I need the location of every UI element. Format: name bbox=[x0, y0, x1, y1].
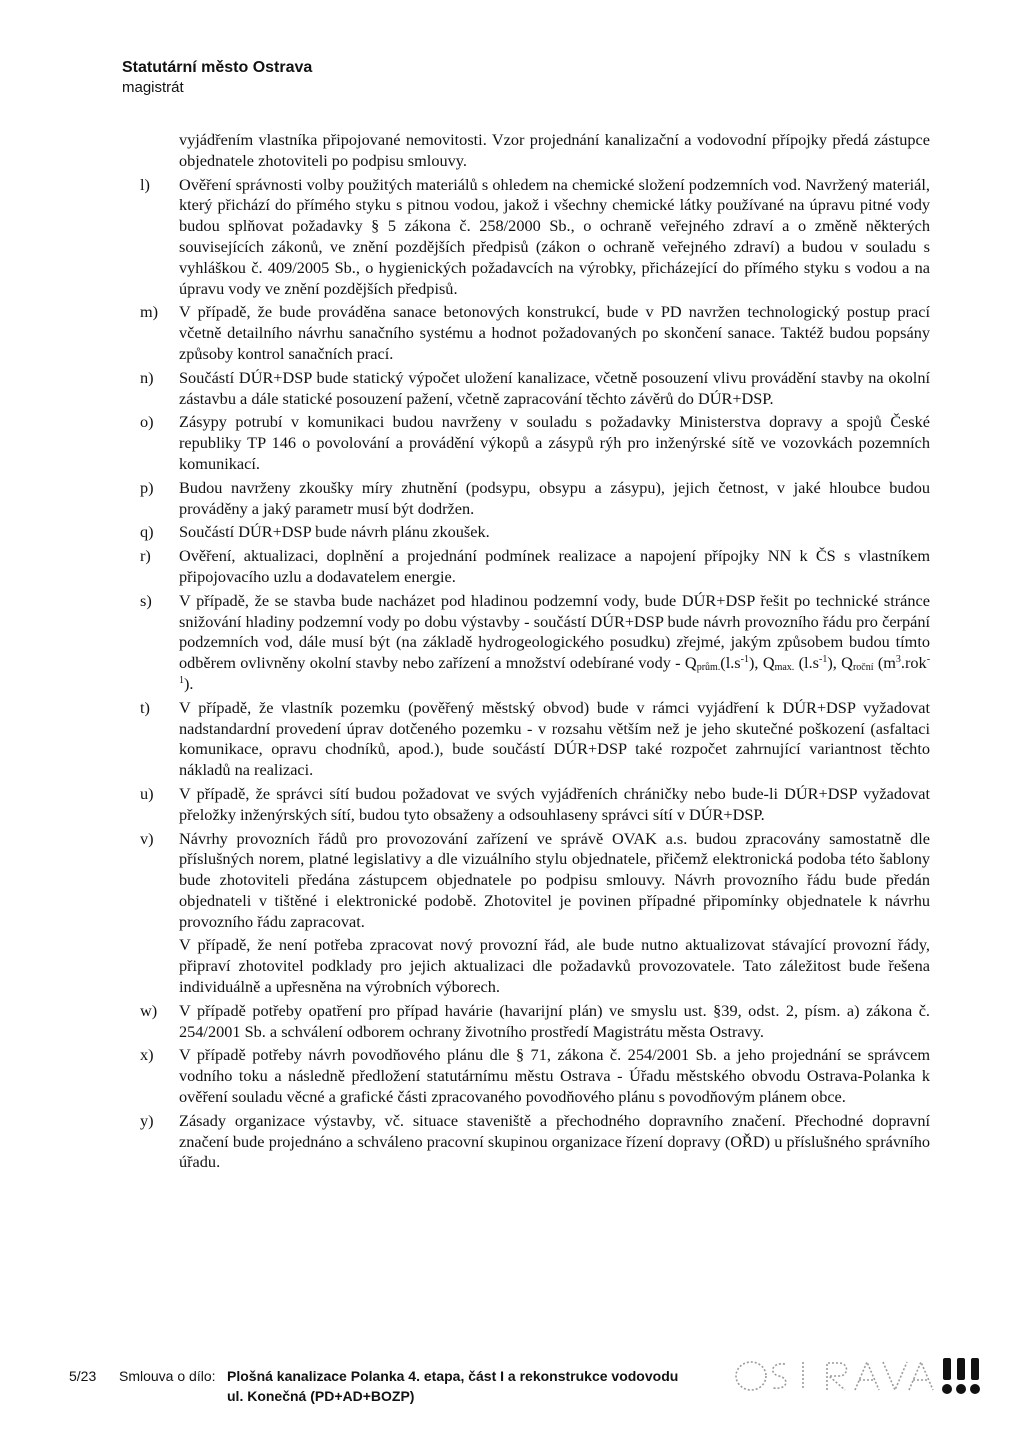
document-body bbox=[140, 130, 930, 1176]
item-text-continued: V případě, že není potřeba zpracovat nový provozní řád, ale bude nutno aktualizovat stávající provozní řády, připraví zhotovitel podklady pro jejich aktualizaci dle požadavků provozovatele. Tato záležitost bude řešena individuálně a upřesněna na výrobních výborech. bbox=[179, 935, 930, 997]
list-item-y bbox=[140, 1111, 930, 1173]
list-item-l bbox=[140, 175, 930, 300]
list-item-u bbox=[140, 784, 930, 826]
ostrava-logo bbox=[731, 1354, 989, 1398]
item-label: p) bbox=[140, 477, 154, 497]
item-label: l) bbox=[140, 174, 150, 194]
list-item-s bbox=[140, 591, 930, 695]
item-text: Zásady organizace výstavby, vč. situace staveniště a přechodného dopravního značení. Přechodné dopravní značení bude projednáno a schváleno pracovní skupinou organizace řízení dopravy (OŘD) u příslušného správního úřadu. bbox=[179, 1110, 930, 1172]
item-text: V případě, že bude prováděna sanace betonových konstrukcí, bude v PD navržen technologický postup prací včetně detailního návrhu sanačního systému a hodnot požadovaných po skončení sanace. Taktéž budou popsány způsoby kontrol sanačních prací. bbox=[179, 302, 930, 363]
list-item-t bbox=[140, 698, 930, 781]
q-average: $Q_{prům.}(l.s^{-1})$, bbox=[684, 653, 759, 674]
q-max: $Q_{max.}$ $(l.s^{-1})$, bbox=[762, 653, 837, 674]
item-label: w) bbox=[140, 1000, 158, 1020]
department-name: magistrát bbox=[122, 79, 184, 96]
list-item-x bbox=[140, 1045, 930, 1107]
q-annual: $Q_{roční}$ $(m^3.rok^{-1})$. bbox=[179, 653, 931, 693]
item-label: m) bbox=[140, 302, 159, 322]
item-text: V případě, že se stavba bude nacházet pod hladinou podzemní vody, bude DÚR+DSP řešit po technické stránce snižování hladiny podzemní vody po dobu výstavby - součástí DÚR+DSP bude návrh provozního řádu pro čerpání podzemních vod, dále musí být (na základě hydrogeologického posudku) zřejmé, jakým způsobem budou tímto odběrem ovlivněny okolní stavby nebo zařízení a množství odebírané vody - $Q_{prům.}(l.s^{-1})$, $Q_{max.}$ $(l.s^{-1})$, $Q_{roční}$ $(m^3.rok^{-1})$. bbox=[179, 590, 931, 693]
item-label: n) bbox=[140, 367, 154, 387]
contract-title: Plošná kanalizace Polanka 4. etapa, část I a rekonstrukce vodovodu ul. Konečná (PD+AD+BOZP) bbox=[227, 1368, 679, 1404]
list-item-r bbox=[140, 546, 930, 588]
item-label: s) bbox=[140, 590, 152, 610]
item-label: o) bbox=[140, 412, 154, 432]
list-item-n bbox=[140, 368, 930, 410]
item-text: Ověření správnosti volby použitých materiálů s ohledem na chemické složení podzemních vod. Navržený materiál, který přichází do přímého styku s pitnou vodou, jakož i všechny chemické látky používané na úpravu pitné vody budou splňovat požadavky § 5 zákona č. 258/2000 Sb., o ochraně veřejného zdraví a o změně některých souvisejících zákonů, ve znění pozdějších předpisů (zákon o ochraně veřejného zdraví) a budou v souladu s vyhláškou č. 409/2005 Sb., o hygienických požadavcích na výrobky, přicházející do přímého styku s vodou a na úpravu vody ve znění pozdějších předpisů. bbox=[179, 174, 930, 298]
item-label: t) bbox=[140, 697, 150, 717]
item-text: V případě potřeby návrh povodňového plánu dle § 71, zákona č. 254/2001 Sb. a jeho projednání se správcem vodního toku a následně předložení statutárnímu městu Ostrava - Úřadu městského obvodu Ostrava-Polanka k ověření souladu věcné a grafické části zpracovaného povodňového plánu s povodňovým plánem obce. bbox=[179, 1045, 930, 1107]
item-text: V případě, že vlastník pozemku (pověřený městský obvod) bude v rámci vyjádření k DÚR+DSP vyžadovat nadstandardní provedení úprav dotčeného pozemku - v rozsahu větším než je jeho skutečné poškození (asfaltaci komunikace, opravu chodníků, apod.), bude součástí DÚR+DSP také rozpočet zahrnující variantnost těchto nákladů na realizaci. bbox=[179, 697, 930, 780]
page-header bbox=[122, 58, 312, 98]
list-item-v bbox=[140, 829, 930, 998]
intro-paragraph: vyjádřením vlastníka připojované nemovitosti. Vzor projednání kanalizační a vodovodní přípojky předá zástupce objednatele zhotoviteli po podpisu smlouvy. bbox=[179, 130, 930, 170]
item-label: q) bbox=[140, 522, 154, 542]
page-footer bbox=[69, 1366, 989, 1412]
page-number: 5/23 bbox=[69, 1368, 97, 1384]
contract-type: Smlouva o dílo: bbox=[119, 1368, 216, 1384]
list-item-o bbox=[140, 412, 930, 474]
organization-name: Statutární město Ostrava bbox=[122, 59, 313, 76]
item-text: V případě, že správci sítí budou požadovat ve svých vyjádřeních chráničky nebo bude-li DÚR+DSP vyžadovat přeložky inženýrských sítí, budou tyto obsaženy a odsouhlaseny správci sítí v DÚR+DSP. bbox=[179, 783, 930, 824]
item-text: Součástí DÚR+DSP bude statický výpočet uložení kanalizace, včetně posouzení vlivu provádění stavby na okolní zástavbu a dále statické posouzení pažení, včetně zapracování těchto závěrů do DÚR+DSP. bbox=[179, 367, 930, 408]
item-text: Součástí DÚR+DSP bude návrh plánu zkoušek. bbox=[179, 522, 490, 542]
item-label: u) bbox=[140, 783, 154, 803]
list-item-q bbox=[140, 522, 930, 543]
list-item-w bbox=[140, 1001, 930, 1043]
item-label: r) bbox=[140, 546, 151, 566]
item-text: Budou navrženy zkoušky míry zhutnění (podsypu, obsypu a zásypu), jejich četnost, v jaké hloubce budou prováděny a jaký parametr musí být dodržen. bbox=[179, 477, 930, 518]
list-item-p bbox=[140, 478, 930, 520]
item-text: V případě potřeby opatření pro případ havárie (havarijní plán) ve smyslu ust. §39, odst. 2, písm. a) zákona č. 254/2001 Sb. a schválení odborem ochrany životního prostředí Magistrátu města Ostravy. bbox=[179, 1000, 930, 1041]
list-item-m bbox=[140, 302, 930, 364]
item-text: Ověření, aktualizaci, doplnění a projednání podmínek realizace a napojení přípojky NN k ČS s vlastníkem připojovacího uzlu a dodavatelem energie. bbox=[179, 546, 930, 586]
item-label: x) bbox=[140, 1045, 154, 1065]
item-text: Zásypy potrubí v komunikaci budou navrženy v souladu s požadavky Ministerstva dopravy a spojů České republiky TP 146 o povolování a provádění výkopů a zásypů rýh pro inženýrské sítě ve vozovkách pozemních komunikací. bbox=[179, 412, 930, 473]
item-text: Návrhy provozních řádů pro provozování zařízení ve správě OVAK a.s. budou zpracovány samostatně dle příslušných norem, platné legislativy a dle vizuálního stylu objednatele, přičemž elektronická podoba této šablony bude zhotoviteli předána zástupcem objednatele po podpisu smlouvy. Návrh provozního řádu bude předán objednateli v tištěné i elektronické podobě. Zhotovitel je povinen případné připomínky objednatele k návrhu provozního řádu zapracovat. bbox=[179, 828, 930, 931]
item-label: v) bbox=[140, 828, 154, 848]
item-label: y) bbox=[140, 1110, 154, 1130]
